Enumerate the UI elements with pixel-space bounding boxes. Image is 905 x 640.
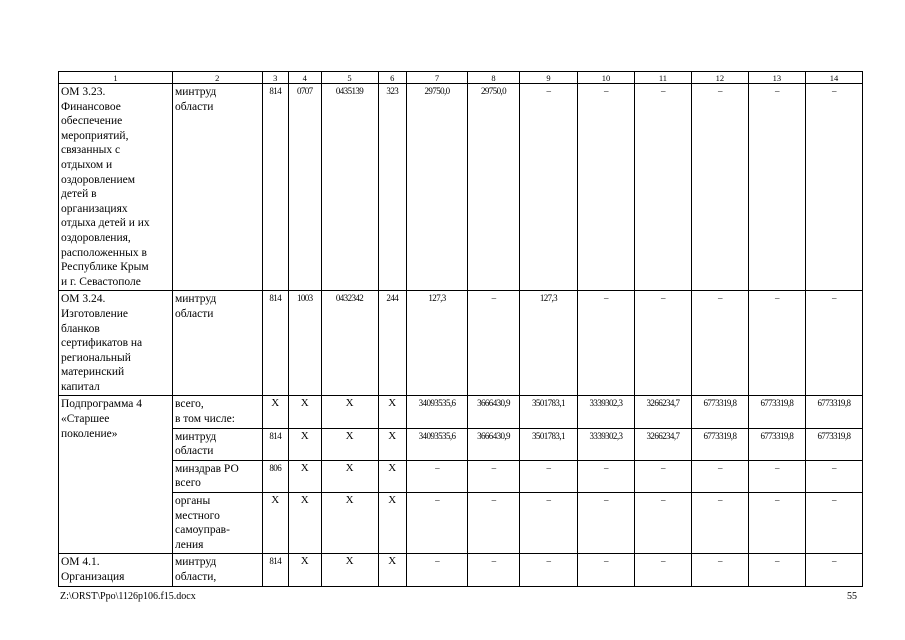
amount-cell: – [634, 84, 691, 291]
amount-cell: – [577, 493, 634, 554]
column-number: 8 [468, 72, 520, 84]
program-name-cell: ОМ 3.24. Изготовление бланков сертификатов на региональный материнский капитал [59, 291, 173, 396]
table-row [59, 84, 863, 291]
executor-cell: минтруд области, [172, 554, 262, 586]
amount-cell: – [805, 460, 862, 492]
column-number: 12 [691, 72, 748, 84]
amount-cell: – [468, 493, 520, 554]
code-cell: 0432342 [321, 291, 378, 396]
code-cell: 814 [262, 428, 288, 460]
code-cell: Х [378, 554, 406, 586]
amount-cell: – [519, 554, 577, 586]
amount-cell: 3266234,7 [634, 428, 691, 460]
amount-cell: 3339302,3 [577, 396, 634, 428]
column-number: 13 [748, 72, 805, 84]
amount-cell: 34093535,6 [407, 396, 468, 428]
amount-cell: – [634, 291, 691, 396]
column-number: 11 [634, 72, 691, 84]
code-cell: Х [321, 493, 378, 554]
program-name-cell: Подпрограмма 4 «Старшее поколение» [59, 396, 173, 554]
amount-cell: 6773319,8 [691, 396, 748, 428]
code-cell: 814 [262, 84, 288, 291]
column-number: 4 [288, 72, 321, 84]
amount-cell: – [748, 493, 805, 554]
code-cell: Х [288, 396, 321, 428]
amount-cell: – [691, 493, 748, 554]
table-row [59, 428, 863, 460]
amount-cell: – [519, 493, 577, 554]
amount-cell: – [519, 84, 577, 291]
code-cell: Х [321, 460, 378, 492]
amount-cell: – [748, 554, 805, 586]
page-number: 55 [847, 591, 857, 602]
footer-file-path: Z:\ORST\Ppo\1126p106.f15.docx [60, 591, 196, 602]
table-row [59, 291, 863, 396]
amount-cell: – [407, 460, 468, 492]
table-row [59, 460, 863, 492]
amount-cell: – [577, 84, 634, 291]
amount-cell: – [634, 493, 691, 554]
column-number-row [59, 72, 863, 84]
column-number: 7 [407, 72, 468, 84]
code-cell: 323 [378, 84, 406, 291]
code-cell: 814 [262, 554, 288, 586]
program-name-cell: ОМ 4.1. Организация [59, 554, 173, 586]
amount-cell: – [577, 554, 634, 586]
code-cell: 244 [378, 291, 406, 396]
code-cell: Х [378, 428, 406, 460]
program-name-cell: ОМ 3.23. Финансовое обеспечение мероприятий, связанных с отдыхом и оздоровлением детей в организациях отдыха детей и их оздоровления, расположенных в Республике Крым и г. Севастополе [59, 84, 173, 291]
amount-cell: 3339302,3 [577, 428, 634, 460]
executor-cell: всего, в том числе: [172, 396, 262, 428]
column-number: 14 [805, 72, 862, 84]
amount-cell: 3501783,1 [519, 428, 577, 460]
code-cell: Х [378, 396, 406, 428]
executor-cell: минтруд области [172, 84, 262, 291]
amount-cell: 6773319,8 [691, 428, 748, 460]
amount-cell: 6773319,8 [748, 428, 805, 460]
amount-cell: – [805, 84, 862, 291]
amount-cell: – [691, 291, 748, 396]
code-cell: Х [288, 428, 321, 460]
amount-cell: – [407, 493, 468, 554]
column-number: 1 [59, 72, 173, 84]
amount-cell: – [691, 460, 748, 492]
column-number: 6 [378, 72, 406, 84]
code-cell: Х [288, 554, 321, 586]
amount-cell: – [691, 84, 748, 291]
code-cell: 814 [262, 291, 288, 396]
table-row [59, 493, 863, 554]
amount-cell: – [577, 460, 634, 492]
amount-cell: – [805, 291, 862, 396]
amount-cell: 3266234,7 [634, 396, 691, 428]
code-cell: Х [378, 493, 406, 554]
amount-cell: – [691, 554, 748, 586]
code-cell: 0707 [288, 84, 321, 291]
amount-cell: 34093535,6 [407, 428, 468, 460]
amount-cell: 3501783,1 [519, 396, 577, 428]
amount-cell: – [468, 291, 520, 396]
amount-cell: 29750,0 [407, 84, 468, 291]
amount-cell: – [748, 291, 805, 396]
code-cell: 1003 [288, 291, 321, 396]
executor-cell: минтруд области [172, 428, 262, 460]
column-number: 9 [519, 72, 577, 84]
amount-cell: 127,3 [519, 291, 577, 396]
amount-cell: – [748, 460, 805, 492]
column-number: 10 [577, 72, 634, 84]
amount-cell: – [468, 460, 520, 492]
executor-cell: минздрав РО всего [172, 460, 262, 492]
amount-cell: – [634, 460, 691, 492]
amount-cell: 3666430,9 [468, 396, 520, 428]
table-row [59, 554, 863, 586]
column-number: 3 [262, 72, 288, 84]
amount-cell: – [468, 554, 520, 586]
amount-cell: – [634, 554, 691, 586]
column-number: 2 [172, 72, 262, 84]
code-cell: Х [321, 428, 378, 460]
amount-cell: 127,3 [407, 291, 468, 396]
column-number: 5 [321, 72, 378, 84]
amount-cell: 6773319,8 [805, 428, 862, 460]
code-cell: Х [288, 460, 321, 492]
amount-cell: – [519, 460, 577, 492]
executor-cell: минтруд области [172, 291, 262, 396]
amount-cell: 29750,0 [468, 84, 520, 291]
code-cell: Х [262, 493, 288, 554]
code-cell: Х [321, 554, 378, 586]
amount-cell: – [577, 291, 634, 396]
code-cell: Х [321, 396, 378, 428]
amount-cell: 6773319,8 [748, 396, 805, 428]
amount-cell: – [407, 554, 468, 586]
amount-cell: 6773319,8 [805, 396, 862, 428]
amount-cell: – [805, 493, 862, 554]
code-cell: Х [288, 493, 321, 554]
amount-cell: – [805, 554, 862, 586]
budget-table [58, 71, 863, 587]
amount-cell: – [748, 84, 805, 291]
code-cell: 806 [262, 460, 288, 492]
table-row [59, 396, 863, 428]
amount-cell: 3666430,9 [468, 428, 520, 460]
code-cell: Х [378, 460, 406, 492]
code-cell: 0435139 [321, 84, 378, 291]
executor-cell: органы местного самоуправ- ления [172, 493, 262, 554]
code-cell: Х [262, 396, 288, 428]
